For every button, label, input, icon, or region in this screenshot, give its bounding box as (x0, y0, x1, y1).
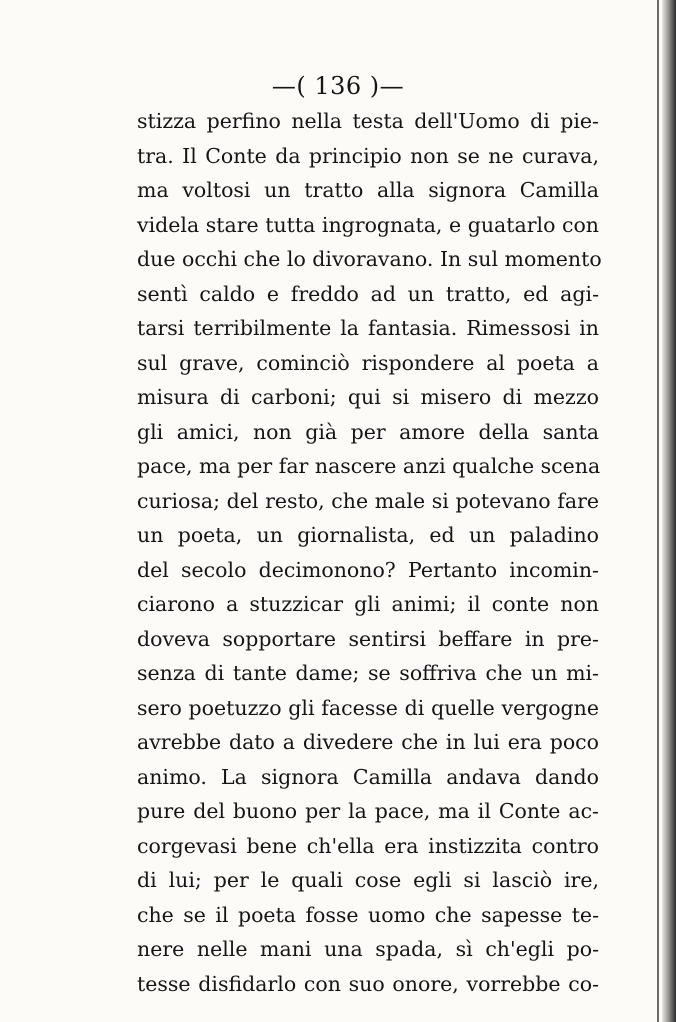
text-line: sentì caldo e freddo ad un tratto, ed agi- (137, 281, 599, 306)
text-line: avrebbe dato a divedere che in lui era poco (137, 730, 599, 754)
text-line: curiosa; del resto, che male si potevano fare (137, 488, 599, 513)
text-line: due occhi che lo divoravano. In sul momento (137, 247, 602, 271)
text-line: che se il poeta fosse uomo che sapesse te- (137, 902, 599, 927)
text-line: un poeta, un giornalista, ed un paladino (137, 523, 599, 547)
text-line: del secolo decimonono? Pertanto incomin- (137, 557, 599, 582)
page-edge-shadow (662, 0, 676, 1022)
text-line: tra. Il Conte da principio non se ne curava, (137, 143, 599, 168)
text-line: sero poetuzzo gli facesse di quelle vergogne (137, 695, 599, 720)
text-line: ciarono a stuzzicar gli animi; il conte non (137, 592, 599, 616)
text-line: senza di tante dame; se soffriva che un mi- (137, 661, 599, 685)
page-number-header: —( 136 )— (271, 72, 405, 100)
text-line: tesse disfidarlo con suo onore, vorrebbe co- (137, 971, 599, 996)
text-line: ma voltosi un tratto alla signora Camilla (137, 178, 599, 202)
body-text (137, 104, 602, 1001)
text-line: pace, ma per far nascere anzi qualche scena (137, 454, 601, 478)
text-line: nere nelle mani una spada, sì ch'egli po- (137, 937, 599, 961)
text-line: doveva sopportare sentirsi beffare in pre- (137, 626, 599, 651)
text-line: pure del buono per la pace, ma il Conte ac- (137, 799, 599, 823)
text-line: sul grave, cominciò rispondere al poeta a (137, 350, 599, 375)
text-line: di lui; per le quali cose egli si lasciò ire, (137, 868, 599, 892)
text-line: stizza perfino nella testa dell'Uomo di pie- (137, 109, 599, 133)
text-line: tarsi terribilmente la fantasia. Rimessosi in (137, 316, 599, 340)
text-line: gli amici, non già per amore della santa (137, 419, 599, 444)
text-line: animo. La signora Camilla andava dando (137, 764, 599, 789)
text-line: videla stare tutta ingrognata, e guatarlo con (137, 212, 599, 237)
page-border-line (657, 0, 659, 1022)
text-line: misura di carboni; qui si misero di mezzo (137, 385, 599, 409)
text-line: corgevasi bene ch'ella era instizzita contro (137, 833, 599, 858)
